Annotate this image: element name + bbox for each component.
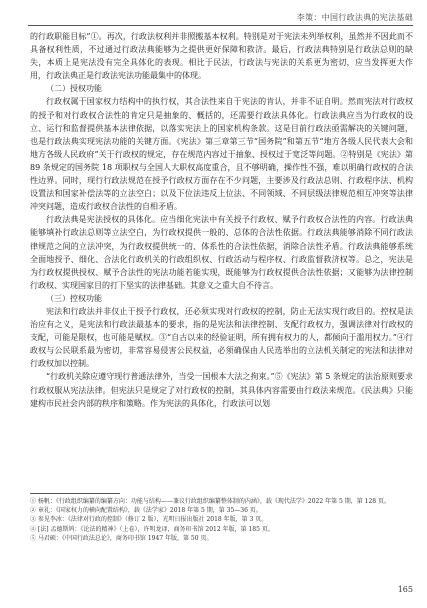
body-paragraph: 行政法典是宪法授权的具体化。应当细化宪法中有关授予行政权、赋予行政权合法性的内容。行政法典能够填补行政法总则等立法空白，为行政权提供一般的、总体的合法性依据。行政法典能够消除不同行政法律规范之间的立法冲突，为行政权提供统一的、体系性的合法性依据，消除合法性矛盾。行政法典能够系统全面地授予、细化、合法化行政机关的行政组织权、行政活动与程序权、行政监督救济权等。总之，宪法是为行政权提供授权、赋予合法性的宪法功能若能实现，既能够为行政权提供合法性依据；又能够为法律控制行政权、实现国家目的打下坚实的法律基础。其意义之重大自不待言。 xyxy=(30,215,413,290)
footnote: ⑤ 马君硕：《中国行政法总论》，商务印书馆 1947 年版，第 50 页。 xyxy=(30,534,213,542)
header-rule xyxy=(28,25,413,26)
footnote: ② 章礼：《国家权力的横向配置结构》，载《法学家》2018 年第 5 期，第 35—36 页。 xyxy=(30,507,262,515)
footnote: ① 杨帆：《行政组织编纂的编纂方向：功能与结构——兼议行政组织编纂整体制的内涵》，载《现代法学》2022 年第 5 期，第 128 页。 xyxy=(30,498,390,505)
body-paragraph: 行政权属于国家权力结构中的执行权，其合法性来自于宪法的肯认，并非不证自明。然而宪法对行政权的授予和对行政权合法性的肯定只是抽象的、概括的，还需要行政法具体化。行政法典应当为行政权的设立、运行和监督提供基本法律依据，以落实宪法上的国家机构条款。这是目前行政法亟需解决的关键问题，也是行政法典实现宪法功能的关键方面。《宪法》第三章第三节“国务院”和第五节“地方各级人民代表大会和地方各级人民政府”关于行政权的规定，存在规范内容过于抽象、授权过于宽泛等问题。②特别是《宪法》第 89 条规定的国务院 18 项职权与全国人大职权高度重合，且不够明确，操作性不强，难以明确行政权的合法性边界。同时，现行行政法规范在授予行政权方面存在不少问题，主要涉及行政法总则、行政程序法、机构设置法和国家补偿法等的立法空白；以及下位法违反上位法、不同领域、不同层级法律规范相互冲突等法律冲突问题，造成行政权合法性的自相矛盾。 xyxy=(30,97,413,212)
body-paragraph: 宪法和行政法并非仅止于授予行政权，还必须实现对行政权的控制，防止无法实现行政目的。控权是法治应有之义，是宪法和行政法最基本的要求，指的是宪法和法律控制、支配行政权力，强调法律对行政权的支配，可能是限权，也可能是赋权。③“自古以来的经验证明，所有拥有权力的人，都倾向于滥用权力。”④行政权与公民联系最为密切，非常容易侵害公民权益，必须确保由人民选举出的立法机关制定的宪法和法律对行政权加以控制。 xyxy=(30,306,413,369)
running-header: 李策：中国行政法典的宪法基础 xyxy=(296,13,413,22)
footnote: ③ 参见李冰：《法律对行政的控制》（修订 2 版），光明日报出版社 2018 年版，第 3 页。 xyxy=(30,516,268,524)
footnotes xyxy=(30,497,413,543)
article-body xyxy=(30,30,413,410)
section-heading: （三）控权功能 xyxy=(46,293,102,303)
footnote-rule xyxy=(30,493,120,494)
page-number: 165 xyxy=(397,585,413,594)
body-paragraph: 的行政职能目标”①。再次，行政法权利并非照搬基本权利。特别是对于宪法未列举权利，虽然并不因此而不具备权利性质，不过通过行政法典能够为之提供更好保障和救济。最后，行政法典特别是行政法总则的缺失，本质上是宪法没有完全具体化的表现。相比于民法，行政法与宪法的关系更为密切，应当发挥更大作用，行政法典正是行政法宪法功能最集中的体现。 xyxy=(30,32,413,81)
body-paragraph: “行政机关除应遵守现行普通法律外，当受一国根本大法之拘束。”⑤《宪法》第 5 条规定的法治原则要求行政权服从宪法法律。但宪法只是规定了对行政权的控制，其具体内容需要由行政法来规范。《民法典》只能建构市民社会内部的秩序和策略。作为宪法的具体化，行政法可以划 xyxy=(30,372,413,408)
footnote: ④ [法] 孟德斯鸠：《论法的精神》（上卷），许明龙译，商务印书馆 2012 年版，第 185 页。 xyxy=(30,525,274,533)
section-heading: （二）授权功能 xyxy=(46,84,102,94)
